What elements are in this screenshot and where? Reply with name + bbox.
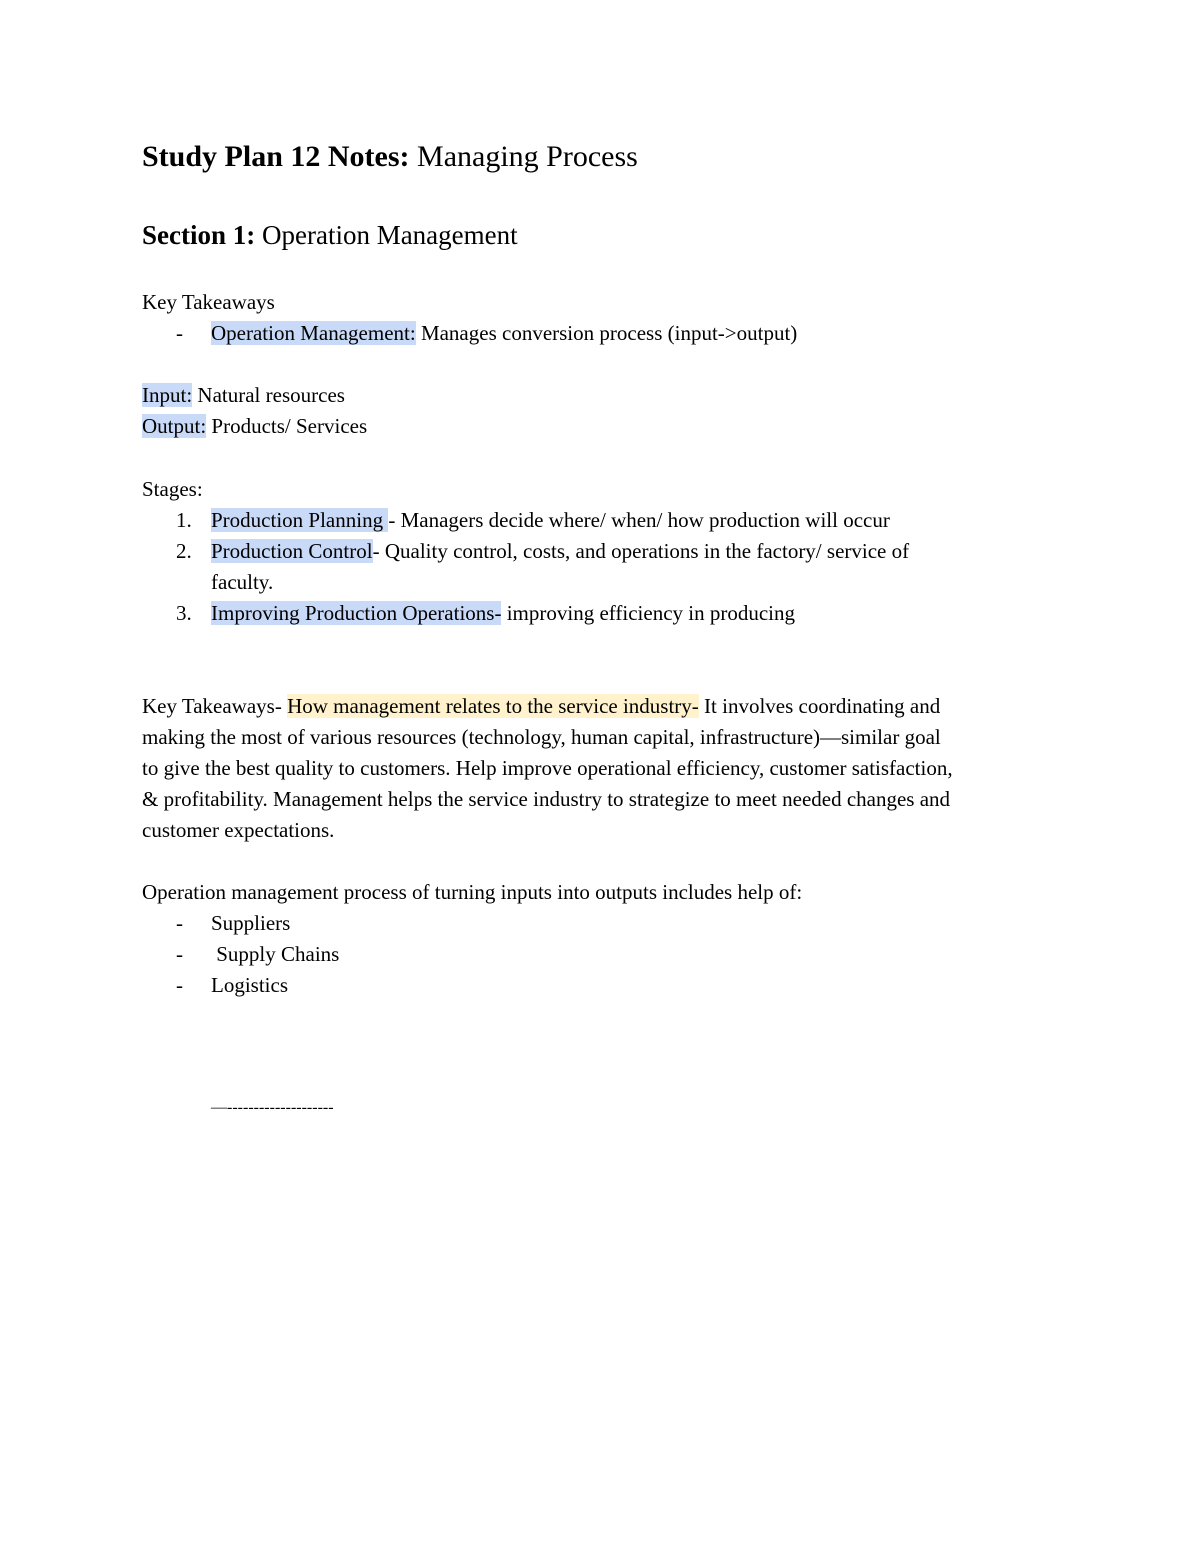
stage-text: - Quality control, costs, and operations in the factory/ service of (372, 539, 910, 563)
stage-number: 1. (176, 508, 192, 532)
bullet-dash: - (176, 321, 183, 345)
key-takeaways-service-line-1 (142, 691, 940, 722)
kt2-prefix: Key Takeaways- (142, 694, 288, 718)
kt2-line-2: making the most of various resources (technology, human capital, infrastructure)—similar goal (142, 725, 941, 749)
title-bold: Study Plan 12 Notes: (142, 140, 410, 173)
divider-line: —-------------------- (211, 1099, 334, 1116)
kt2-line1-rest: It involves coordinating and (698, 694, 941, 718)
input-term: Input: (142, 383, 193, 407)
stage-item (211, 505, 890, 536)
input-line (142, 380, 345, 411)
stage-term: Improving Production Operations- (211, 601, 502, 625)
stage-term: Production Planning (211, 508, 389, 532)
list-dash: - (176, 911, 183, 935)
stage-item (211, 536, 909, 567)
key-takeaways-label: Key Takeaways (142, 290, 275, 314)
kt2-line-5: customer expectations. (142, 818, 335, 842)
highlight-term: Operation Management: (211, 321, 416, 345)
section-bold: Section 1: (142, 220, 256, 250)
title-rest: Managing Process (409, 140, 638, 173)
output-term: Output: (142, 414, 207, 438)
kt2-line-3: to give the best quality to customers. Help improve operational efficiency, customer satisfaction, (142, 756, 953, 780)
page-title (142, 140, 638, 174)
kt2-highlight: How management relates to the service industry- (287, 694, 699, 718)
output-line (142, 411, 367, 442)
stage-text-continued: faculty. (211, 570, 274, 594)
output-text: Products/ Services (206, 414, 368, 438)
stage-text: improving efficiency in producing (501, 601, 795, 625)
list-dash: - (176, 973, 183, 997)
stage-number: 3. (176, 601, 192, 625)
stages-label: Stages: (142, 477, 203, 501)
list-item-logistics: Logistics (211, 973, 288, 997)
stage-number: 2. (176, 539, 192, 563)
list-item-suppliers: Suppliers (211, 911, 291, 935)
stage-text: - Managers decide where/ when/ how production will occur (388, 508, 890, 532)
process-intro: Operation management process of turning inputs into outputs includes help of: (142, 880, 803, 904)
list-item-supply-chains: Supply Chains (211, 942, 340, 966)
bullet-operation-management (211, 318, 797, 349)
bullet-text: Manages conversion process (input->output) (415, 321, 798, 345)
section-rest: Operation Management (255, 220, 518, 250)
stage-term: Production Control (211, 539, 373, 563)
list-dash: - (176, 942, 183, 966)
input-text: Natural resources (192, 383, 345, 407)
stage-item (211, 598, 795, 629)
kt2-line-4: & profitability. Management helps the service industry to strategize to meet needed changes and (142, 787, 951, 811)
section-heading (142, 220, 518, 251)
